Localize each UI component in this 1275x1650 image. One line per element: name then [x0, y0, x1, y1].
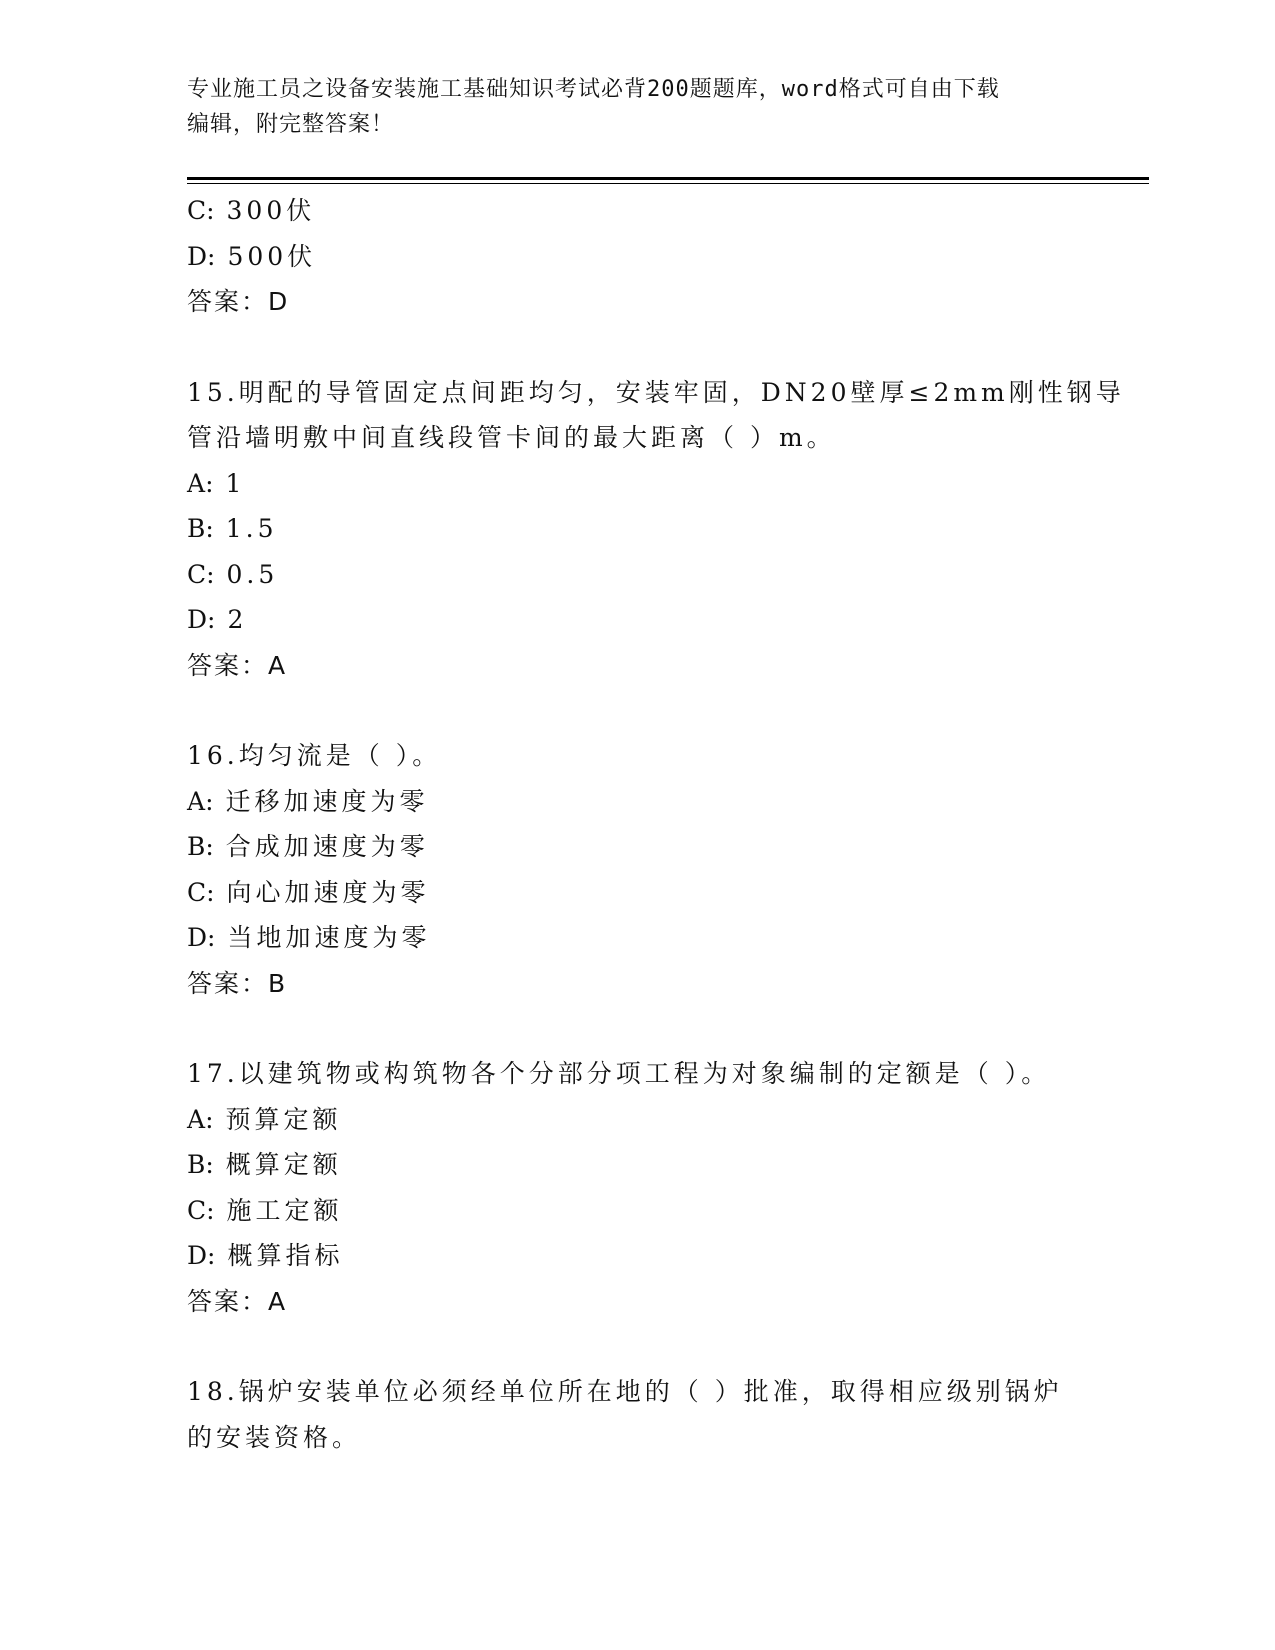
- answer-line: 答案：D: [187, 287, 290, 316]
- option-c: C: 向心加速度为零: [187, 877, 430, 907]
- question-text-line: 18.锅炉安装单位必须经单位所在地的（ ）批准，取得相应级别锅炉: [187, 1377, 1063, 1406]
- option-d: D: 2: [187, 605, 248, 634]
- option-b: B: 概算定额: [187, 1150, 342, 1179]
- option-a: A: 预算定额: [187, 1104, 342, 1134]
- document-header: [187, 72, 1087, 142]
- question-16: [187, 733, 1087, 1006]
- question-text-line: 16.均匀流是（ ）。: [187, 741, 442, 770]
- question-text-line: 管沿墙明敷中间直线段管卡间的最大距离（ ）m。: [187, 423, 836, 452]
- option-c: C: 300伏: [187, 196, 316, 225]
- header-divider: [187, 177, 1149, 180]
- answer-line: 答案：B: [187, 968, 288, 998]
- header-line-1: 专业施工员之设备安装施工基础知识考试必背200题题库，word格式可自由下载: [187, 77, 1000, 102]
- question-17: [187, 1051, 1087, 1324]
- answer-line: 答案：A: [187, 1286, 288, 1316]
- option-d: D: 当地加速度为零: [187, 923, 431, 952]
- continued-question: [187, 188, 1087, 325]
- option-d: D: 500伏: [187, 241, 317, 271]
- option-a: A: 迁移加速度为零: [187, 786, 429, 816]
- header-line-2: 编辑，附完整答案！: [187, 112, 395, 137]
- question-18: [187, 1369, 1087, 1460]
- question-text-line: 17.以建筑物或构筑物各个分部分项工程为对象编制的定额是（ ）。: [187, 1059, 1051, 1088]
- question-text-line: 的安装资格。: [187, 1422, 362, 1452]
- option-d: D: 概算指标: [187, 1241, 344, 1270]
- option-b: B: 1.5: [187, 514, 278, 543]
- option-c: C: 施工定额: [187, 1195, 343, 1225]
- option-a: A: 1: [187, 468, 246, 498]
- question-list: [187, 188, 1125, 1460]
- option-c: C: 0.5: [187, 559, 279, 589]
- answer-line: 答案：A: [187, 650, 288, 680]
- question-text-line: 15.明配的导管固定点间距均匀，安装牢固，DN20壁厚≤2mm刚性钢导: [187, 377, 1125, 407]
- question-15: [187, 370, 1125, 689]
- header-divider-thin: [187, 183, 1149, 184]
- option-b: B: 合成加速度为零: [187, 832, 429, 861]
